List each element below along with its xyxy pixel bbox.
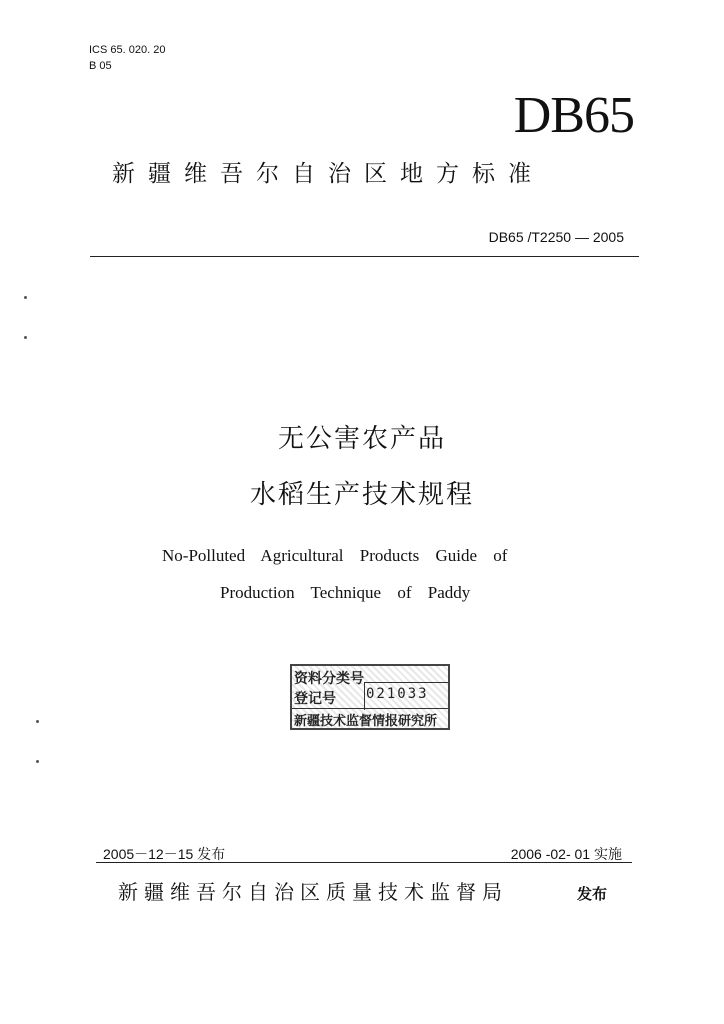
- stamp-number: 021033: [366, 686, 429, 702]
- stamp-registration-label: 登记号: [294, 691, 336, 707]
- stamp-divider: [364, 682, 448, 683]
- implementation-date: 2006 -02- 01 实施: [510, 846, 622, 862]
- stamp-institute: 新疆技术监督情报研究所: [294, 714, 438, 729]
- classification-codes: [89, 42, 165, 74]
- stamp-divider: [364, 682, 365, 710]
- document-title-line1: 无公害农产品: [277, 424, 446, 454]
- scan-speck: [24, 296, 27, 299]
- english-title-line1: No-Polluted Agricultural Products Guide of: [162, 546, 508, 565]
- ics-code: ICS 65. 020. 20: [89, 44, 166, 56]
- standard-code-logo: DB65: [513, 87, 634, 144]
- stamp-category-label: 资料分类号: [294, 671, 364, 687]
- issuing-authority: 新疆维吾尔自治区质量技术监督局: [118, 880, 508, 904]
- ccs-code: B 05: [89, 60, 112, 72]
- scan-speck: [36, 720, 39, 723]
- library-stamp: [290, 664, 450, 730]
- english-title-line2: Production Technique of Paddy: [220, 583, 471, 602]
- standard-type-title: 新疆维吾尔自治区地方标准: [112, 161, 544, 187]
- document-title-line2: 水稻生产技术规程: [249, 480, 474, 510]
- issue-verb: 发布: [577, 885, 608, 903]
- header-divider: [90, 256, 639, 257]
- stamp-divider: [292, 708, 448, 709]
- issue-date: 2005－12－15 发布: [103, 846, 226, 862]
- scan-speck: [36, 760, 39, 763]
- footer-divider: [96, 862, 632, 863]
- standard-number: DB65 /T2250 — 2005: [488, 229, 624, 245]
- scan-speck: [24, 336, 27, 339]
